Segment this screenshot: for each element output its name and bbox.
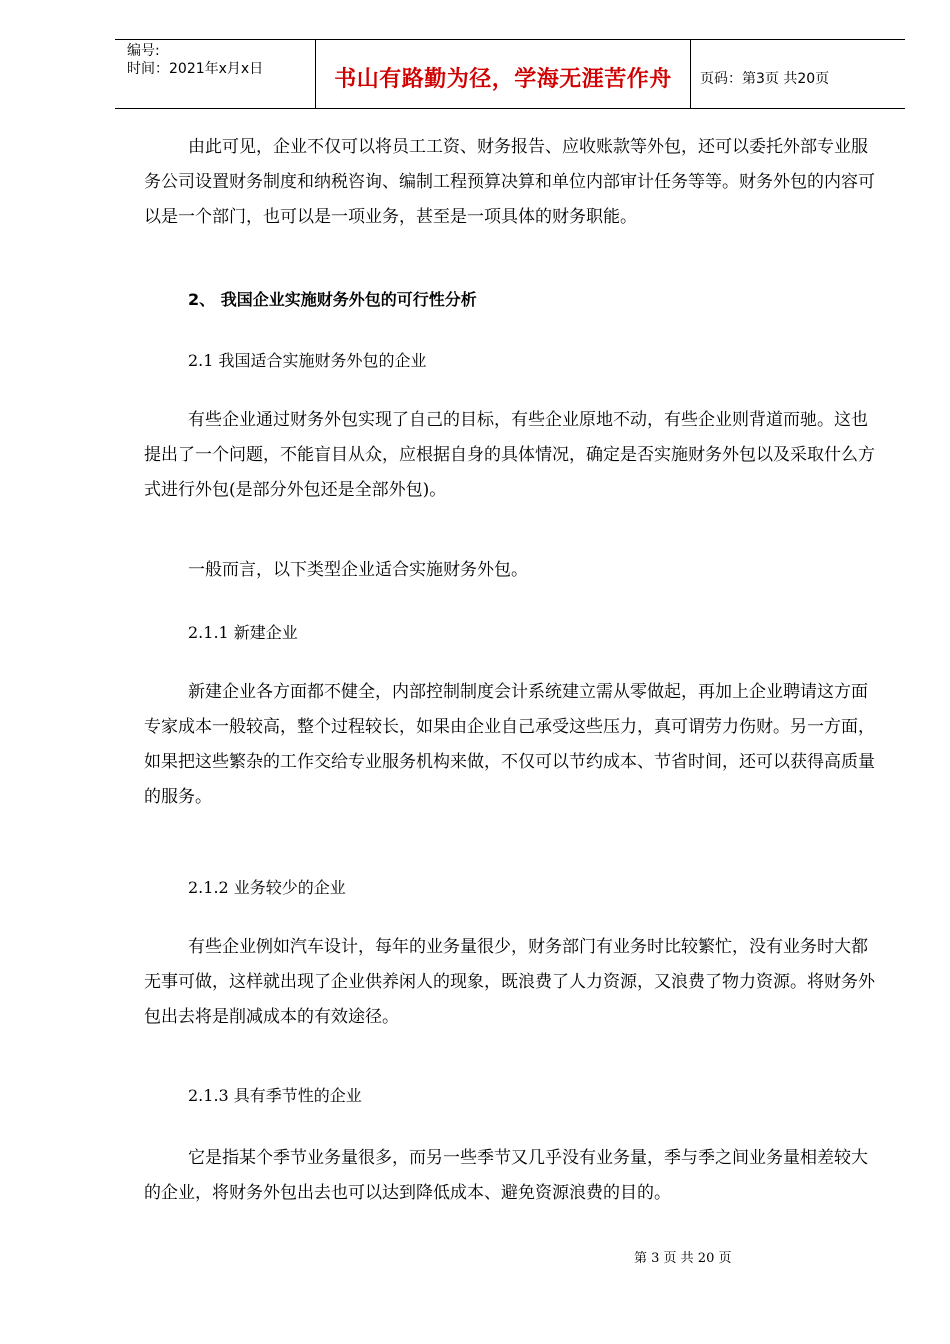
paragraph-low-business	[144, 930, 876, 1035]
paragraph-text: 它是指某个季节业务量很多，而另一些季节又几乎没有业务量，季与季之间业务量相差较大的企业，将财务外包出去也可以达到降低成本、避免资源浪费的目的。	[144, 1148, 868, 1203]
section-heading-2-1-2: 2.1.2 业务较少的企业	[188, 878, 346, 897]
section-heading-2-1: 2.1 我国适合实施财务外包的企业	[188, 351, 427, 370]
header-meta	[115, 40, 315, 108]
paragraph-new-enterprises	[144, 675, 876, 815]
header-motto: 书山有路勤为径，学海无涯苦作舟	[334, 67, 672, 92]
paragraph-text: 由此可见，企业不仅可以将员工工资、财务报告、应收账款等外包，还可以委托外部专业服务公司设置财务制度和纳税咨询、编制工程预算决算和单位内部审计任务等等。财务外包的内容可以是一个部门，也可以是一项业务，甚至是一项具体的财务职能。	[144, 137, 875, 227]
section-heading-2-1-1: 2.1.1 新建企业	[188, 623, 298, 642]
document-date-label: 时间：2021年x月x日	[127, 61, 264, 77]
paragraph-text: 有些企业例如汽车设计，每年的业务量很少，财务部门有业务时比较繁忙，没有业务时大都无事可做，这样就出现了企业供养闲人的现象，既浪费了人力资源，又浪费了物力资源。将财务外包出去将是削减成本的有效途径。	[144, 937, 875, 1027]
page-header	[115, 39, 905, 109]
paragraph-text: 有些企业通过财务外包实现了自己的目标，有些企业原地不动，有些企业则背道而驰。这也提出了一个问题，不能盲目从众，应根据自身的具体情况，确定是否实施财务外包以及采取什么方式进行外包(是部分外包还是全部外包)。	[144, 410, 875, 500]
header-page-cell	[690, 40, 905, 108]
section-heading-2: 2、 我国企业实施财务外包的可行性分析	[188, 290, 477, 309]
header-page-number: 页码：第3页 共20页	[700, 71, 830, 87]
paragraph-outsourcing-scope	[144, 130, 876, 235]
section-heading-2-1-3: 2.1.3 具有季节性的企业	[188, 1086, 362, 1105]
paragraph-text: 一般而言，以下类型企业适合实施财务外包。	[188, 560, 528, 580]
page-footer: 第 3 页 共 20 页	[634, 1251, 732, 1266]
paragraph-text: 新建企业各方面都不健全，内部控制制度会计系统建立需从零做起，再加上企业聘请这方面专家成本一般较高，整个过程较长，如果由企业自己承受这些压力，真可谓劳力伤财。另一方面，如果把这些繁杂的工作交给专业服务机构来做，不仅可以节约成本、节省时间，还可以获得高质量的服务。	[144, 682, 875, 807]
paragraph-feasibility	[144, 403, 876, 508]
header-motto-cell	[315, 40, 691, 108]
document-number-label: 编号:	[127, 43, 160, 59]
paragraph-seasonal	[144, 1141, 876, 1211]
paragraph-suitable-types	[144, 553, 876, 588]
